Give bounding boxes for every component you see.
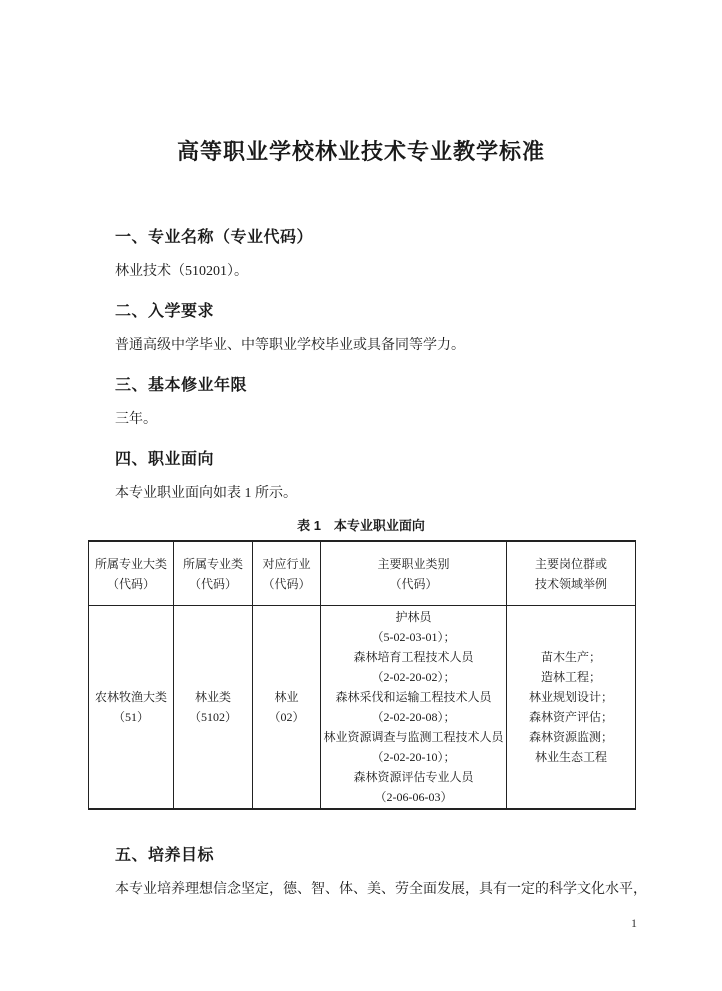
section-body-4: 本专业职业面向如表 1 所示。	[115, 486, 297, 501]
header-cell-professional-category	[174, 541, 253, 606]
text-line: 林业类	[194, 690, 231, 704]
text-line: （2-02-20-10）；	[371, 750, 456, 764]
text-line: （代码）	[389, 576, 438, 591]
text-line: 森林资源评估专业人员	[353, 770, 474, 784]
table-row	[89, 606, 636, 810]
text-line: （代码）	[188, 576, 237, 591]
text-line: 林业资源调查与监测工程技术人员	[323, 730, 504, 744]
text-line: （2-06-06-03）	[374, 790, 453, 804]
cell-professional-category	[174, 606, 253, 810]
text-line: 对应行业	[262, 556, 311, 571]
text-line: 农林牧渔大类	[94, 690, 167, 704]
text-line: （2-02-20-02）；	[371, 670, 456, 684]
header-cell-occupation-category	[321, 541, 507, 606]
table-header-row	[89, 541, 636, 606]
document-title: 高等职业学校林业技术专业教学标准	[176, 139, 545, 164]
cell-occupations	[321, 606, 507, 810]
text-line: （代码）	[106, 576, 155, 591]
header-cell-industry	[253, 541, 321, 606]
text-line: 技术领域举例	[534, 576, 607, 591]
text-line: 主要岗位群或	[534, 556, 607, 571]
text-line: 林业	[274, 690, 299, 704]
section-body-3: 三年。	[115, 412, 157, 427]
cell-major-category	[89, 606, 174, 810]
section-heading-5: 五、培养目标	[115, 847, 215, 864]
section-body-2: 普通高级中学毕业、中等职业学校毕业或具备同等学力。	[115, 338, 465, 353]
cell-industry	[253, 606, 321, 810]
text-line: 主要职业类别	[377, 556, 450, 571]
header-cell-major-category	[89, 541, 174, 606]
section-heading-1: 一、专业名称（专业代码）	[115, 229, 314, 246]
text-line: （2-02-20-08）；	[371, 710, 456, 724]
text-line: 森林培育工程技术人员	[353, 650, 474, 664]
table-caption: 表 1 本专业职业面向	[297, 518, 425, 533]
text-line: 所属专业类	[182, 556, 243, 571]
text-line: （02）	[268, 710, 305, 724]
text-line: 所属专业大类	[94, 556, 167, 571]
text-line: 林业规划设计；	[528, 690, 613, 704]
text-line: 森林资源监测；	[528, 730, 613, 744]
text-line: 护林员	[395, 610, 432, 624]
text-line: 森林资产评估；	[528, 710, 613, 724]
section-body-5: 本专业培养理想信念坚定，德、智、体、美、劳全面发展，具有一定的科学文化水平，	[115, 882, 647, 897]
text-line: （5-02-03-01）；	[371, 630, 456, 644]
cell-job-examples	[507, 606, 636, 810]
text-line: 林业生态工程	[534, 750, 607, 764]
section-heading-4: 四、职业面向	[115, 451, 215, 468]
text-line: （51）	[112, 710, 149, 724]
text-line: （代码）	[262, 576, 311, 591]
text-line: 森林采伐和运输工程技术人员	[335, 690, 492, 704]
text-line: 造林工程；	[540, 670, 601, 684]
section-body-1: 林业技术（510201）。	[115, 264, 248, 279]
page-number: 1	[631, 916, 637, 930]
text-line: 苗木生产；	[540, 650, 601, 664]
text-line: （5102）	[188, 710, 237, 724]
header-cell-job-examples	[507, 541, 636, 606]
section-heading-2: 二、入学要求	[115, 303, 215, 320]
occupation-table	[88, 540, 636, 810]
section-heading-3: 三、基本修业年限	[115, 377, 248, 394]
